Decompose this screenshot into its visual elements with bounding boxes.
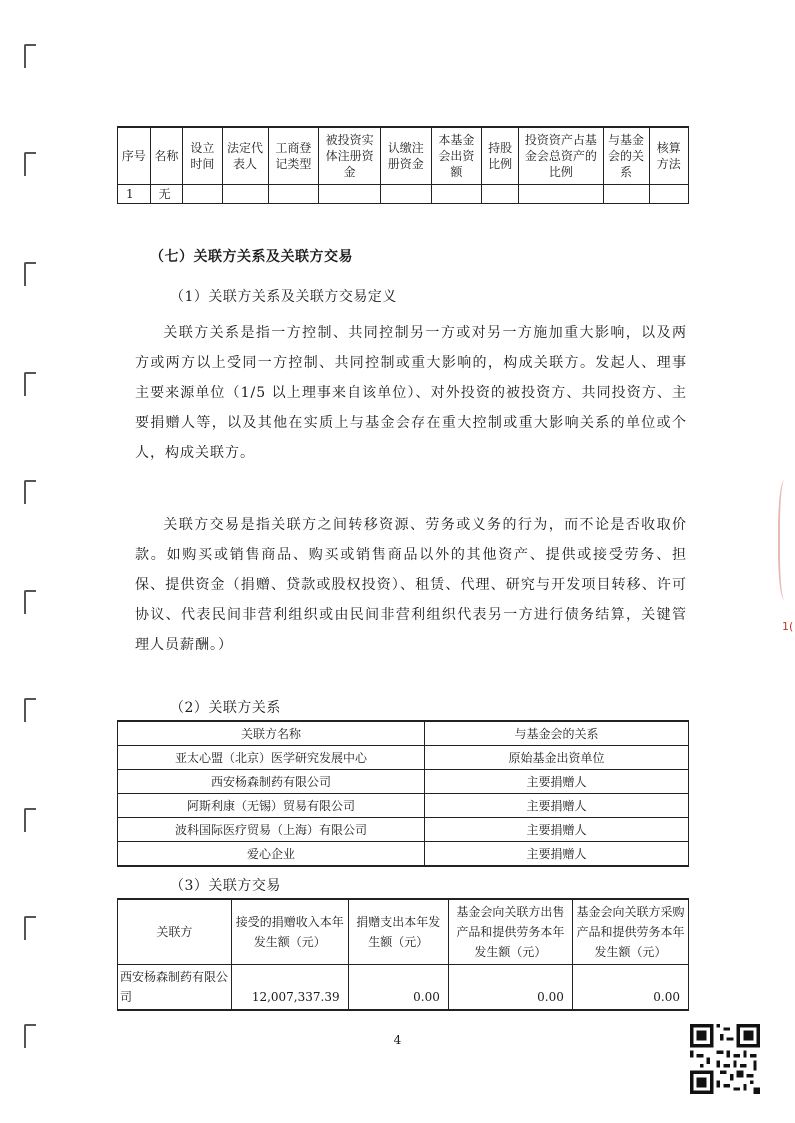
- table-cell: 0.00: [572, 965, 688, 1011]
- binder-hole: [24, 480, 36, 504]
- table-cell: 0.00: [448, 965, 572, 1011]
- header-cell: 法定代表人: [222, 127, 268, 185]
- table-cell: 12,007,337.39: [231, 965, 348, 1011]
- paragraph-related-party-transaction: [135, 510, 687, 660]
- table-cell: 亚太心盟（北京）医学研究发展中心: [118, 746, 425, 770]
- table-header-row: [118, 721, 689, 746]
- header-cell: 接受的捐赠收入本年发生额（元）: [231, 899, 348, 965]
- header-cell: 被投资实体注册资金: [319, 127, 381, 185]
- qr-code-icon: [690, 1024, 760, 1094]
- header-cell: 关联方: [118, 899, 232, 965]
- paragraph-text: 关联方关系是指一方控制、共同控制另一方或对另一方施加重大影响，以及两方或两方以上受同一方控制、共同控制或重大影响的，构成关联方。发起人、理事主要来源单位（1/5 以上理事来自该单位）、对外投资的被投资方、共同投资方、主要捐赠人等，以及其他在实质上与基金会存在重大控制或重大影响关系的单位或个人，构成关联方。: [135, 325, 687, 461]
- binder-hole: [24, 44, 36, 68]
- table-row: [118, 746, 689, 770]
- paragraph-text: 关联方交易是指关联方之间转移资源、劳务或义务的行为，而不论是否收取价款。如购买或销售商品、购买或销售商品以外的其他资产、提供或接受劳务、担保、提供资金（捐赠、贷款或股权投资）、租赁、代理、研究与开发项目转移、许可协议、代表民间非营利组织或由民间非营利组织代表另一方进行债务结算，关键管理人员薪酬。）: [135, 517, 687, 653]
- table-cell: 主要捐赠人: [425, 794, 689, 818]
- edge-stain: [778, 480, 794, 600]
- page-number: 4: [393, 1033, 402, 1047]
- table-cell: 原始基金出资单位: [425, 746, 689, 770]
- table-cell: 主要捐赠人: [425, 842, 689, 867]
- header-cell: 基金会向关联方采购产品和提供劳务本年发生额（元）: [572, 899, 688, 965]
- header-cell: 设立时间: [183, 127, 222, 185]
- related-party-table: [117, 720, 689, 867]
- table-row: [118, 965, 689, 1011]
- header-cell: 与基金会的关系: [603, 127, 649, 185]
- header-cell: 持股比例: [482, 127, 519, 185]
- table-cell: 主要捐赠人: [425, 818, 689, 842]
- table-cell: 西安杨森制药有限公司: [118, 770, 425, 794]
- table-row: [118, 770, 689, 794]
- header-cell: 本基金会出资额: [431, 127, 482, 185]
- related-party-transactions-table: [117, 898, 689, 1011]
- table-cell: 1: [118, 185, 151, 204]
- binder-hole: [24, 590, 36, 614]
- binder-hole: [24, 152, 36, 176]
- header-cell: 序号: [118, 127, 151, 185]
- table-cell: [380, 185, 431, 204]
- header-cell: 工商登记类型: [268, 127, 319, 185]
- binder-hole: [24, 698, 36, 722]
- table-row: [118, 794, 689, 818]
- investment-table: [117, 126, 689, 204]
- table-cell: 无: [150, 185, 183, 204]
- binder-hole: [24, 262, 36, 286]
- table-cell: [222, 185, 268, 204]
- table-cell: [603, 185, 649, 204]
- table-cell: [482, 185, 519, 204]
- header-cell: 核算方法: [649, 127, 688, 185]
- table-cell: [649, 185, 688, 204]
- header-cell: 关联方名称: [118, 721, 425, 746]
- table-cell: [519, 185, 603, 204]
- header-cell: 名称: [150, 127, 183, 185]
- table-cell: 爱心企业: [118, 842, 425, 867]
- table-cell: [268, 185, 319, 204]
- header-cell: 认缴注册资金: [380, 127, 431, 185]
- table-cell: 0.00: [348, 965, 448, 1011]
- subsection-heading-definition: （1）关联方关系及关联方交易定义: [170, 289, 397, 305]
- table-header-row: [118, 127, 689, 185]
- header-cell: 基金会向关联方出售产品和提供劳务本年发生额（元）: [448, 899, 572, 965]
- table-row: [118, 818, 689, 842]
- header-cell: 与基金会的关系: [425, 721, 689, 746]
- table-cell: [319, 185, 381, 204]
- table-header-row: [118, 899, 689, 965]
- table-cell: [183, 185, 222, 204]
- table-cell: 西安杨森制药有限公司: [118, 965, 232, 1011]
- subsection-heading-transactions: （3）关联方交易: [170, 878, 281, 894]
- binder-hole: [24, 916, 36, 940]
- section-heading: （七）关联方关系及关联方交易: [150, 249, 353, 265]
- table-cell: 波科国际医疗贸易（上海）有限公司: [118, 818, 425, 842]
- table-cell: [431, 185, 482, 204]
- table-cell: 阿斯利康（无锡）贸易有限公司: [118, 794, 425, 818]
- paragraph-related-party-relation: [135, 318, 687, 468]
- edge-mark: 1(: [782, 620, 794, 633]
- table-cell: 主要捐赠人: [425, 770, 689, 794]
- subsection-heading-relations: （2）关联方关系: [170, 700, 281, 716]
- table-row: [118, 185, 689, 204]
- binder-hole: [24, 808, 36, 832]
- table-row: [118, 842, 689, 867]
- binder-hole: [24, 372, 36, 396]
- header-cell: 捐赠支出本年发生额（元）: [348, 899, 448, 965]
- header-cell: 投资资产占基金会总资产的比例: [519, 127, 603, 185]
